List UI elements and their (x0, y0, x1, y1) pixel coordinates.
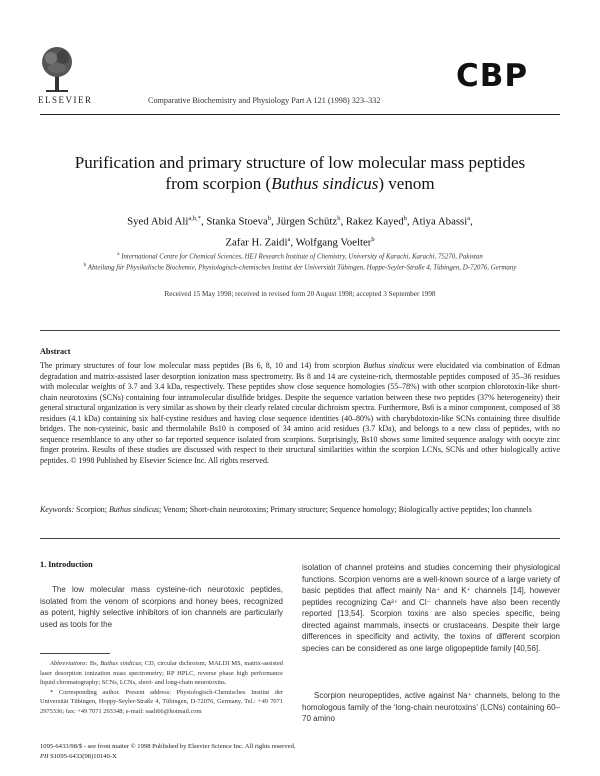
author-list (40, 210, 560, 251)
journal-citation: Comparative Biochemistry and Physiology Part A 121 (1998) 323–332 (148, 96, 381, 105)
abstract-top-divider (40, 330, 560, 331)
intro-paragraph-right-1: isolation of channel proteins and studies concerning their physiological functions. Scorpion venoms are a well-known source of a large variety of basic peptides that affect mainly Na⁺ and K⁺ channels [14], however peptides recognizing Ca²⁺ and Cl⁻ channels have also been recently reported [13,54]. Scorpion toxins are also species specific, being directed against mammals, insects or crustaceans. Despite their large differences in specificity and activity, the toxins of different scorpion species can be considered as one large oligopeptide family [40,56]. (302, 563, 560, 653)
author-name: Stanka Stoeva (206, 215, 268, 228)
author-name: Jürgen Schütz (276, 215, 338, 228)
title-line-1: Purification and primary structure of low molecular mass peptides (74, 153, 526, 172)
affiliation-a: $^a$ International Centre for Chemical Sciences, HEJ Research Institute of Chemistry, University of Karachi, Karachi, 75270, Pakistan (117, 252, 483, 261)
received-dates: Received 15 May 1998; received in revised form 20 August 1998; accepted 3 September 1998 (164, 290, 436, 298)
intro-paragraph-right-2: Scorpion neuropeptides, active against Na⁺ channels, belong to the homologous family of the ‘long-chain neurotoxins’ (LCNs) containing 60–70 amino (302, 691, 560, 723)
author-name: Rakez Kayed (345, 215, 404, 228)
keywords-bottom-divider (40, 538, 560, 539)
keywords: Keywords: Scorpion; Buthus sindicus; Venom; Short-chain neurotoxins; Primary structure; Sequence homology; Biologically active peptides; Ion channels (40, 505, 532, 514)
pii-line: PII S1095-6433(98)10140-X (40, 753, 117, 760)
author-line-2: Zafar H. Zaidi$^a$, Wolfgang Voelter$^b$ (225, 235, 375, 249)
corresponding-author-footnote: * Corresponding author. Present address: Physiologisch-Chemisches Institut der Universität Tübingen, Hoppy-Seyler-Straße 4, Tübingen, D-72076, Germany. Tel.: +49 7071 2975336; fax: +49 7071 293348; e-mail: saali66@hotmail.com (40, 688, 283, 715)
author-name: Wolfgang Voelter (295, 236, 372, 249)
article-title (40, 152, 560, 194)
journal-logo: CBP (456, 58, 529, 94)
abstract-text: The primary structures of four low molecular mass peptides (Bs 6, 8, 10 and 14) from scorpion Buthus sindicus were elucidated via combination of Edman degradation and matrix-assisted laser desorption ionization mass spectrometry. Bs 8 and 14 are cysteine-rich, thermostable peptides composed of 35–36 residues with molecular weights of 3.7 and 3.4 kDa, respectively. These peptides show close sequence homologies (55–78%) with other scorpion chlorotoxin-like short-chain neurotoxins (SCNs) containing four intramolecular disulfide bridges. Despite the sequence variation between these two peptides (37% heterogeneity) their general structural organization is very similar as shown by their clearly related circular dichroism spectra. Furthermore, Bs6 is a minor component, composed of 38 residues (4.1 kDa) containing six half-cystine residues and having close sequence identities (40–80%) with charybdotoxin-like SCNs containing three disulfide bridges. The non-cysteinic, basic and thermolabile Bs10 is composed of 34 amino acid residues (3.7 kDa), and belongs to a new class of peptides, with no sequence resemblance to any other so far reported sequence isolated from scorpions. Surprisingly, Bs10 shows some limited sequence analogy with oocyte zinc finger proteins. Results of these studies are discussed with respect to their structural similarities within the scorpion LCNs, SCNs and other biologically active peptides. © 1998 Published by Elsevier Science Inc. All rights reserved. (40, 361, 560, 465)
section-heading-introduction: 1. Introduction (40, 560, 93, 569)
author-name: Syed Abid Ali (127, 215, 189, 228)
author-name: Atiya Abassi (411, 215, 468, 228)
copyright-line: 1095-6433/98/$ - see front matter © 1998 Published by Elsevier Science Inc. All rights reserved. (40, 743, 296, 750)
header-divider (40, 114, 560, 115)
title-line-2: from scorpion (Buthus sindicus) venom (165, 174, 435, 193)
keywords-label: Keywords: (40, 505, 75, 514)
title-species: Buthus sindicus (271, 174, 379, 193)
affiliation-b: $^b$ Abteilung für Physikalische Biochemie, Physiologisch-chemisches Institut der Universität Tübingen, Hoppe-Seyler-Straße 4, Tübingen, D-72076, Germany (83, 263, 517, 272)
footnotes (40, 659, 283, 716)
footnote-divider (40, 653, 110, 654)
abstract-heading: Abstract (40, 347, 71, 356)
author-name: Zafar H. Zaidi (225, 236, 288, 249)
page-footer (40, 742, 296, 762)
intro-paragraph-left: The low molecular mass cysteine-rich neurotoxic peptides, isolated from the venom of scorpions and honey bees, recognized as potent, highly selective inhibitors of ion channels are particularly used as tools for the (40, 585, 283, 629)
author-line-1: Syed Abid Ali$^{a,b,*}$, Stanka Stoeva$^b$, Jürgen Schütz$^b$, Rakez Kayed$^b$, Atiya Abassi$^a$, (127, 215, 473, 228)
elsevier-tree-logo (40, 44, 74, 94)
publisher-name: ELSEVIER (38, 95, 93, 105)
abbreviations-footnote: Abbreviations: Bs, Buthus sindicus; CD, circular dichroism; MALDI MS, matrix-assisted laser desorption ionization mass spectrometry; RP HPLC, reverse phase high performance liquid chromatography; SCNs, LCNs, short- and long-chain neurotoxins. (40, 660, 283, 686)
